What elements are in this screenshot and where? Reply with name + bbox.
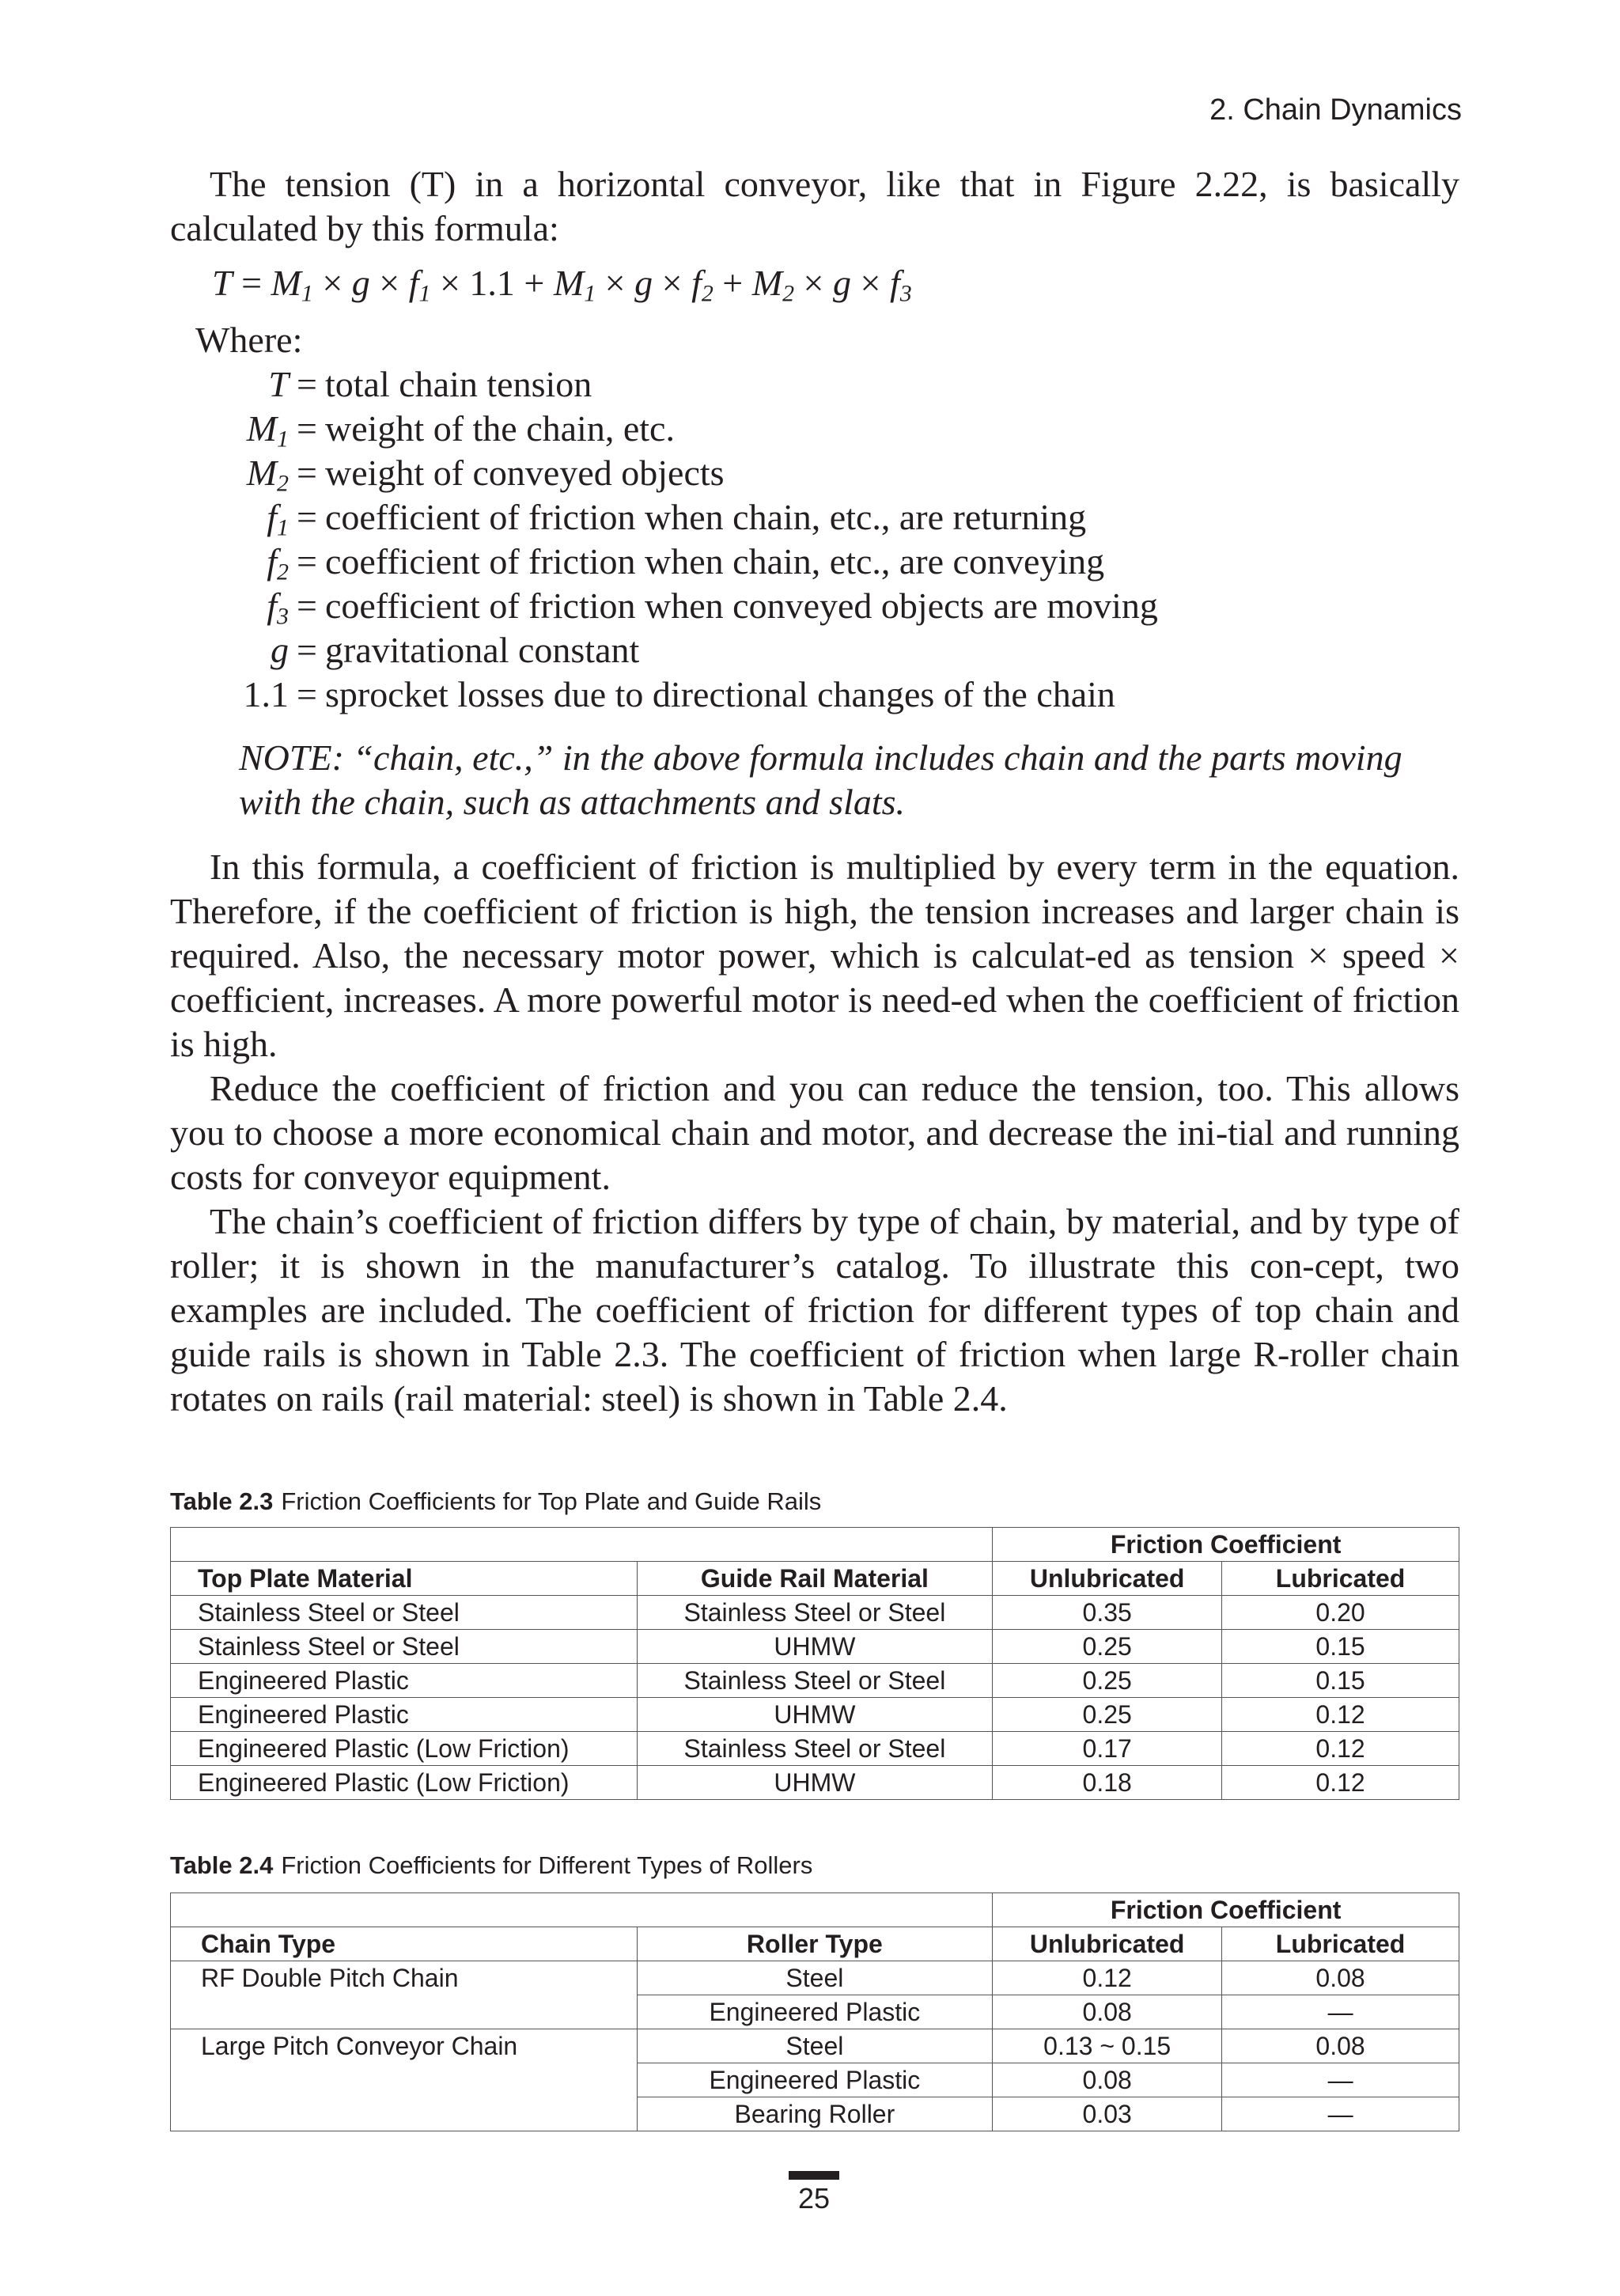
table-cell: Engineered Plastic bbox=[171, 1698, 638, 1732]
definition-symbol bbox=[170, 407, 289, 451]
column-header: Lubricated bbox=[1222, 1562, 1459, 1596]
column-header: Lubricated bbox=[1222, 1927, 1459, 1961]
symbol-letter: f bbox=[267, 585, 278, 626]
table-cell: 0.25 bbox=[993, 1630, 1222, 1664]
definition-item bbox=[170, 540, 1459, 584]
table-cell bbox=[171, 1995, 638, 2029]
formula-term1-mass: M bbox=[271, 263, 301, 303]
running-head: 2. Chain Dynamics bbox=[1209, 93, 1462, 127]
formula-term3-g: g bbox=[832, 263, 851, 303]
table-row bbox=[171, 1698, 1459, 1732]
table-cell: UHMW bbox=[637, 1630, 993, 1664]
table-cell: 0.12 bbox=[1222, 1766, 1459, 1800]
table-cell: RF Double Pitch Chain bbox=[171, 1961, 638, 1995]
column-header: Roller Type bbox=[637, 1927, 993, 1961]
formula-term1-g: g bbox=[351, 263, 370, 303]
table-cell: 0.12 bbox=[1222, 1732, 1459, 1766]
table-caption bbox=[170, 1487, 821, 1516]
table-cell: 0.12 bbox=[993, 1961, 1222, 1995]
symbol-letter: M bbox=[246, 408, 278, 449]
where-label: Where: bbox=[195, 320, 303, 360]
table-cell: 0.03 bbox=[993, 2097, 1222, 2131]
definition-text: coefficient of friction when chain, etc., are conveying bbox=[325, 541, 1105, 582]
formula-note: NOTE: “chain, etc.,” in the above formula includes chain and the parts moving with the chain, such as attachments and slats. bbox=[239, 737, 1402, 822]
table-title: Friction Coefficients for Top Plate and Guide Rails bbox=[281, 1487, 822, 1515]
folio-bar bbox=[789, 2171, 839, 2180]
formula-plus: + bbox=[524, 263, 545, 303]
formula-times: × bbox=[803, 263, 824, 303]
table-cell: Stainless Steel or Steel bbox=[637, 1732, 993, 1766]
table-row bbox=[171, 2063, 1459, 2097]
tension-formula bbox=[212, 261, 912, 305]
table-cell: — bbox=[1222, 1995, 1459, 2029]
formula-term3-mass-sub: 2 bbox=[782, 280, 795, 307]
table-label: Table 2.3 bbox=[170, 1487, 274, 1515]
definitions-list bbox=[170, 362, 1459, 717]
formula-term1-factor: 1.1 bbox=[469, 263, 515, 303]
body-text bbox=[170, 845, 1459, 1421]
table-row bbox=[171, 1995, 1459, 2029]
definition-text: sprocket losses due to directional changes of the chain bbox=[325, 674, 1115, 714]
table-row bbox=[171, 2029, 1459, 2063]
table-cell: UHMW bbox=[637, 1766, 993, 1800]
formula-plus: + bbox=[722, 263, 744, 303]
table-cell: UHMW bbox=[637, 1698, 993, 1732]
table-row bbox=[171, 1766, 1459, 1800]
symbol-letter: f bbox=[267, 541, 278, 582]
paragraph: In this formula, a coefficient of friction is multiplied by every term in the equation. Therefore, if the coefficient of friction is high, the tension increases and larger chain is required. Also, the necessary motor power, which is calculat-ed as tension × speed × coefficient, increases. A more powerful motor is need-ed when the coefficient of friction is high. bbox=[170, 847, 1459, 1064]
table-cell: 0.15 bbox=[1222, 1664, 1459, 1698]
table-header-row bbox=[171, 1927, 1459, 1961]
table-cell: — bbox=[1222, 2063, 1459, 2097]
formula-times: × bbox=[439, 263, 460, 303]
table-cell: Engineered Plastic bbox=[637, 2063, 993, 2097]
table-cell bbox=[171, 2097, 638, 2131]
equals-sign: = bbox=[297, 453, 317, 493]
definition-text: coefficient of friction when chain, etc., are returning bbox=[325, 497, 1087, 537]
table-cell: Stainless Steel or Steel bbox=[171, 1630, 638, 1664]
definition-symbol bbox=[170, 584, 289, 628]
formula-term3-mass: M bbox=[751, 263, 783, 303]
table-cell: 0.35 bbox=[993, 1596, 1222, 1630]
intro-paragraph bbox=[170, 162, 1459, 251]
table-cell: 0.15 bbox=[1222, 1630, 1459, 1664]
table-cell: Large Pitch Conveyor Chain bbox=[171, 2029, 638, 2063]
formula-term1-f: f bbox=[408, 263, 419, 303]
table-cell: 0.20 bbox=[1222, 1596, 1459, 1630]
table-header-row bbox=[171, 1562, 1459, 1596]
equals-sign: = bbox=[297, 408, 317, 449]
equals-sign: = bbox=[297, 585, 317, 626]
formula-term1-f-sub: 1 bbox=[418, 280, 431, 307]
definition-item bbox=[170, 362, 1459, 407]
formula-term3-f: f bbox=[889, 263, 900, 303]
formula-term2-f-sub: 2 bbox=[701, 280, 713, 307]
table-cell: Steel bbox=[637, 2029, 993, 2063]
table-row bbox=[171, 1630, 1459, 1664]
table-row bbox=[171, 1664, 1459, 1698]
empty-header-cell bbox=[171, 1893, 993, 1927]
definition-symbol bbox=[170, 362, 289, 407]
table-cell: 0.25 bbox=[993, 1698, 1222, 1732]
symbol-letter: M bbox=[246, 453, 278, 493]
table-cell: 0.08 bbox=[993, 1995, 1222, 2029]
definition-text: coefficient of friction when conveyed objects are moving bbox=[325, 585, 1158, 626]
symbol-sub: 1 bbox=[277, 426, 289, 453]
symbol-sub: 2 bbox=[277, 470, 289, 497]
formula-term3-f-sub: 3 bbox=[899, 280, 912, 307]
definition-text: gravitational constant bbox=[325, 630, 640, 670]
symbol-sub: 1 bbox=[277, 514, 289, 541]
symbol-letter: T bbox=[268, 364, 289, 404]
table-caption bbox=[170, 1851, 812, 1880]
definition-text: total chain tension bbox=[325, 364, 592, 404]
column-header: Unlubricated bbox=[993, 1927, 1222, 1961]
definition-text: weight of the chain, etc. bbox=[325, 408, 675, 449]
table-cell: Bearing Roller bbox=[637, 2097, 993, 2131]
table-cell: 0.18 bbox=[993, 1766, 1222, 1800]
formula-term2-g: g bbox=[634, 263, 653, 303]
group-header: Friction Coefficient bbox=[993, 1528, 1459, 1562]
table-group-header-row bbox=[171, 1528, 1459, 1562]
definition-item bbox=[170, 584, 1459, 628]
symbol-letter: 1.1 bbox=[243, 674, 289, 714]
table-label: Table 2.4 bbox=[170, 1851, 274, 1879]
table-cell: 0.08 bbox=[1222, 2029, 1459, 2063]
intro-text: The tension (T) in a horizontal conveyor, like that in Figure 2.22, is basically calculated by this formula: bbox=[170, 164, 1459, 248]
definition-symbol bbox=[170, 673, 289, 717]
formula-term2-mass-sub: 1 bbox=[584, 280, 596, 307]
table-row bbox=[171, 1961, 1459, 1995]
friction-table-top-plate bbox=[170, 1527, 1459, 1800]
equals-sign: = bbox=[297, 630, 317, 670]
definition-item bbox=[170, 495, 1459, 540]
symbol-letter: g bbox=[271, 630, 289, 670]
formula-term2-f: f bbox=[691, 263, 702, 303]
symbol-sub: 2 bbox=[277, 559, 289, 585]
table-cell: Engineered Plastic (Low Friction) bbox=[171, 1732, 638, 1766]
definition-item bbox=[170, 451, 1459, 495]
equals-sign: = bbox=[297, 497, 317, 537]
formula-lhs: T bbox=[212, 263, 233, 303]
table-cell: 0.13 ~ 0.15 bbox=[993, 2029, 1222, 2063]
table-row bbox=[171, 1596, 1459, 1630]
formula-times: × bbox=[322, 263, 343, 303]
table-title: Friction Coefficients for Different Types of Rollers bbox=[281, 1851, 813, 1879]
formula-term1-mass-sub: 1 bbox=[301, 280, 313, 307]
formula-eq: = bbox=[241, 263, 263, 303]
equals-sign: = bbox=[297, 364, 317, 404]
table-cell: Stainless Steel or Steel bbox=[171, 1596, 638, 1630]
definition-symbol bbox=[170, 628, 289, 673]
formula-times: × bbox=[661, 263, 683, 303]
paragraph: The chain’s coefficient of friction differs by type of chain, by material, and by type of roller; it is shown in the manufacturer’s catalog. To illustrate this con-cept, two examples are included. The coefficient of friction for different types of top chain and guide rails is shown in Table 2.3. The coefficient of friction when large R-roller chain rotates on rails (rail material: steel) is shown in Table 2.4. bbox=[170, 1201, 1459, 1419]
column-header: Guide Rail Material bbox=[637, 1562, 993, 1596]
table-cell: 0.08 bbox=[993, 2063, 1222, 2097]
table-cell: 0.25 bbox=[993, 1664, 1222, 1698]
table-cell: Stainless Steel or Steel bbox=[637, 1596, 993, 1630]
table-row bbox=[171, 1732, 1459, 1766]
definition-item bbox=[170, 407, 1459, 451]
table-cell: 0.17 bbox=[993, 1732, 1222, 1766]
empty-header-cell bbox=[171, 1528, 993, 1562]
symbol-sub: 3 bbox=[277, 603, 289, 630]
definition-symbol bbox=[170, 451, 289, 495]
table-cell: Engineered Plastic bbox=[171, 1664, 638, 1698]
table-cell: 0.08 bbox=[1222, 1961, 1459, 1995]
definition-text: weight of conveyed objects bbox=[325, 453, 725, 493]
column-header: Chain Type bbox=[171, 1927, 638, 1961]
table-cell: 0.12 bbox=[1222, 1698, 1459, 1732]
page-number: 25 bbox=[797, 2182, 831, 2215]
column-header: Unlubricated bbox=[993, 1562, 1222, 1596]
table-cell: Steel bbox=[637, 1961, 993, 1995]
paragraph: Reduce the coefficient of friction and you can reduce the tension, too. This allows you to choose a more economical chain and motor, and decrease the ini-tial and running costs for conveyor equipment. bbox=[170, 1068, 1459, 1197]
formula-term2-mass: M bbox=[553, 263, 585, 303]
friction-table-rollers bbox=[170, 1892, 1459, 2131]
formula-times: × bbox=[604, 263, 626, 303]
table-cell: Engineered Plastic bbox=[637, 1995, 993, 2029]
table-group-header-row bbox=[171, 1893, 1459, 1927]
column-header: Top Plate Material bbox=[171, 1562, 638, 1596]
formula-times: × bbox=[860, 263, 881, 303]
table-cell bbox=[171, 2063, 638, 2097]
definition-item bbox=[170, 628, 1459, 673]
equals-sign: = bbox=[297, 674, 317, 714]
definition-symbol bbox=[170, 540, 289, 584]
definition-item bbox=[170, 673, 1459, 717]
symbol-letter: f bbox=[267, 497, 278, 537]
table-cell: Engineered Plastic (Low Friction) bbox=[171, 1766, 638, 1800]
formula-times: × bbox=[379, 263, 400, 303]
group-header: Friction Coefficient bbox=[993, 1893, 1459, 1927]
table-cell: — bbox=[1222, 2097, 1459, 2131]
table-row bbox=[171, 2097, 1459, 2131]
equals-sign: = bbox=[297, 541, 317, 582]
table-cell: Stainless Steel or Steel bbox=[637, 1664, 993, 1698]
definition-symbol bbox=[170, 495, 289, 540]
